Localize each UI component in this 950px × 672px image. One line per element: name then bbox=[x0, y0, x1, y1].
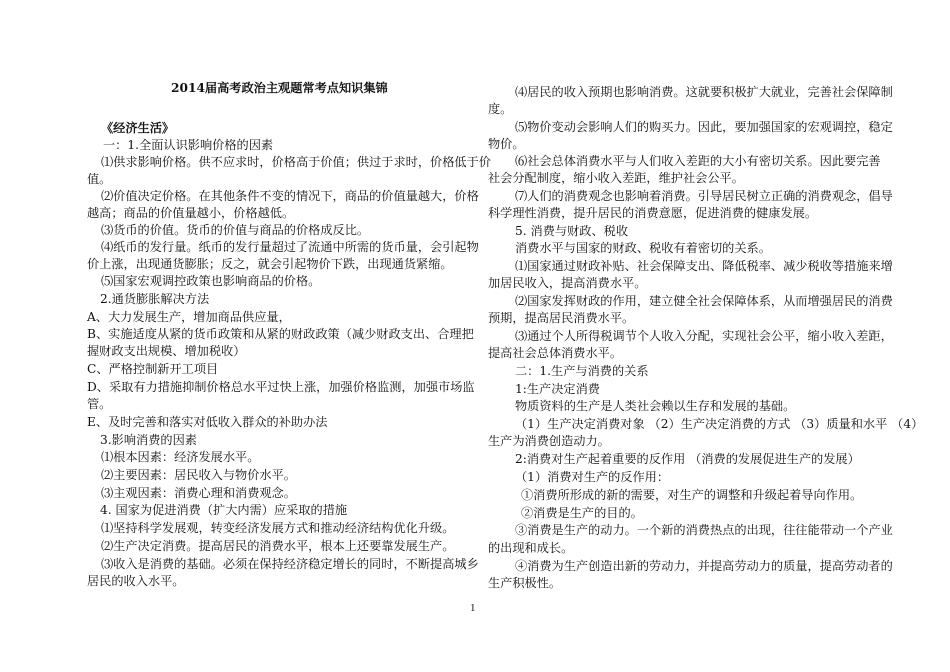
text-line: ⑺人们的消费观念也影响着消费。引导居民树立正确的消费观念，倡导 bbox=[515, 189, 893, 203]
text-line: ⑵价值决定价格。在其他条件不变的情况下，商品的价值量越大，价格 bbox=[101, 189, 479, 203]
text-line: ⑶收入是消费的基础。必须在保持经济稳定增长的同时，不断提高城乡 bbox=[101, 557, 479, 571]
text-line: 度。 bbox=[488, 102, 513, 116]
text-line: C、严格控制新开工项目 bbox=[87, 362, 219, 376]
text-line: A、大力发展生产，增加商品供应量， bbox=[87, 310, 291, 324]
text-line: ⑶主观因素：消费心理和消费观念。 bbox=[101, 486, 296, 500]
text-line: （1）生产决定消费对象 （2）生产决定消费的方式 （3）质量和水平 （4） bbox=[515, 417, 924, 431]
text-line: 3.影响消费的因素 bbox=[100, 433, 197, 447]
section-heading: 《经济生活》 bbox=[101, 121, 175, 135]
text-line: ⑸国家宏观调控政策也影响商品的价格。 bbox=[101, 274, 321, 288]
text-line: 消费水平与国家的财政、税收有着密切的关系。 bbox=[515, 241, 771, 255]
text-line: 4. 国家为促进消费（扩大内需）应采取的措施 bbox=[100, 503, 348, 517]
text-line: 二：1.生产与消费的关系 bbox=[515, 364, 649, 378]
text-line: 值。 bbox=[87, 172, 112, 186]
text-line: 生产为消费创造动力。 bbox=[488, 434, 610, 448]
text-line: 一：1.全面认识影响价格的因素 bbox=[103, 138, 274, 152]
text-line: 居民的收入水平。 bbox=[87, 574, 185, 588]
text-line: ⑴根本因素：经济发展水平。 bbox=[101, 450, 260, 464]
text-line: E、及时完善和落实对低收入群众的补助办法 bbox=[87, 415, 328, 429]
text-line: 物价。 bbox=[488, 137, 525, 151]
text-line: 2.通货膨胀解决方法 bbox=[100, 292, 210, 306]
text-line: 物质资料的生产是人类社会赖以生存和发展的基础。 bbox=[515, 399, 796, 413]
text-line: 5. 消费与财政、税收 bbox=[515, 224, 629, 238]
document-title: 2014届高考政治主观题常考点知识集锦 bbox=[171, 81, 388, 95]
text-line: B、实施适度从紧的货币政策和从紧的财政政策（减少财政支出、合理把 bbox=[87, 327, 474, 341]
text-line: 的出现和成长。 bbox=[488, 541, 574, 555]
text-line: ⑵国家发挥财政的作用，建立健全社会保障体系，从而增强居民的消费 bbox=[515, 294, 893, 308]
text-line: ③消费是生产的动力。一个新的消费热点的出现，往往能带动一个产业 bbox=[515, 523, 893, 537]
page-number: 1 bbox=[470, 602, 476, 614]
text-line: 握财政支出规模、增加税收） bbox=[87, 344, 246, 358]
text-line: 生产积极性。 bbox=[488, 576, 562, 590]
text-line: ②消费是生产的目的。 bbox=[521, 506, 643, 520]
text-line: ⑷纸币的发行量。纸币的发行量超过了流通中所需的货币量，会引起物 bbox=[101, 240, 479, 254]
text-line: （1）消费对生产的反作用： bbox=[515, 470, 670, 484]
text-line: ⑸物价变动会影响人们的购买力。因此，要加强国家的宏观调控，稳定 bbox=[515, 120, 893, 134]
text-line: ①消费所形成的新的需要，对生产的调整和升级起着导向作用。 bbox=[521, 488, 863, 502]
text-line: ⑶通过个人所得税调节个人收入分配，实现社会公平，缩小收入差距， bbox=[515, 329, 893, 343]
text-line: 科学理性消费，提升居民的消费意愿，促进消费的健康发展。 bbox=[488, 206, 818, 220]
text-line: 提高社会总体消费水平。 bbox=[488, 346, 623, 360]
text-line: 加居民收入，提高消费水平。 bbox=[488, 276, 647, 290]
text-line: 1:生产决定消费 bbox=[515, 382, 600, 396]
text-line: ⑴坚持科学发展观，转变经济发展方式和推动经济结构优化升级。 bbox=[101, 521, 455, 535]
text-line: ④消费为生产创造出新的劳动力，并提高劳动力的质量，提高劳动者的 bbox=[515, 559, 893, 573]
text-line: ⑶货币的价值。货币的价值与商品的价格成反比。 bbox=[101, 223, 370, 237]
text-line: 社会分配制度，缩小收入差距，维护社会公平。 bbox=[488, 171, 744, 185]
text-line: ⑴供求影响价格。供不应求时，价格高于价值；供过于求时，价格低于价 bbox=[101, 155, 491, 169]
text-line: 2:消费对生产起着重要的反作用 （消费的发展促进生产的发展） bbox=[515, 452, 860, 466]
text-line: ⑴国家通过财政补贴、社会保障支出、降低税率、减少税收等措施来增 bbox=[515, 259, 893, 273]
text-line: ⑷居民的收入预期也影响消费。这就要积极扩大就业，完善社会保障制 bbox=[515, 85, 893, 99]
text-line: ⑹社会总体消费水平与人们收入差距的大小有密切关系。因此要完善 bbox=[515, 154, 881, 168]
text-line: 越高；商品的价值量越小，价格越低。 bbox=[87, 206, 295, 220]
text-line: ⑵主要因素：居民收入与物价水平。 bbox=[101, 468, 296, 482]
text-line: ⑵生产决定消费。提高居民的消费水平，根本上还要靠发展生产。 bbox=[101, 539, 455, 553]
text-line: 预期，提高居民消费水平。 bbox=[488, 311, 635, 325]
text-line: 价上涨，出现通货膨胀；反之，就会引起物价下跌，出现通货紧缩。 bbox=[87, 257, 453, 271]
text-line: D、采取有力措施抑制价格总水平过快上涨，加强价格监测，加强市场监 bbox=[87, 380, 475, 394]
text-line: 管。 bbox=[87, 397, 112, 411]
